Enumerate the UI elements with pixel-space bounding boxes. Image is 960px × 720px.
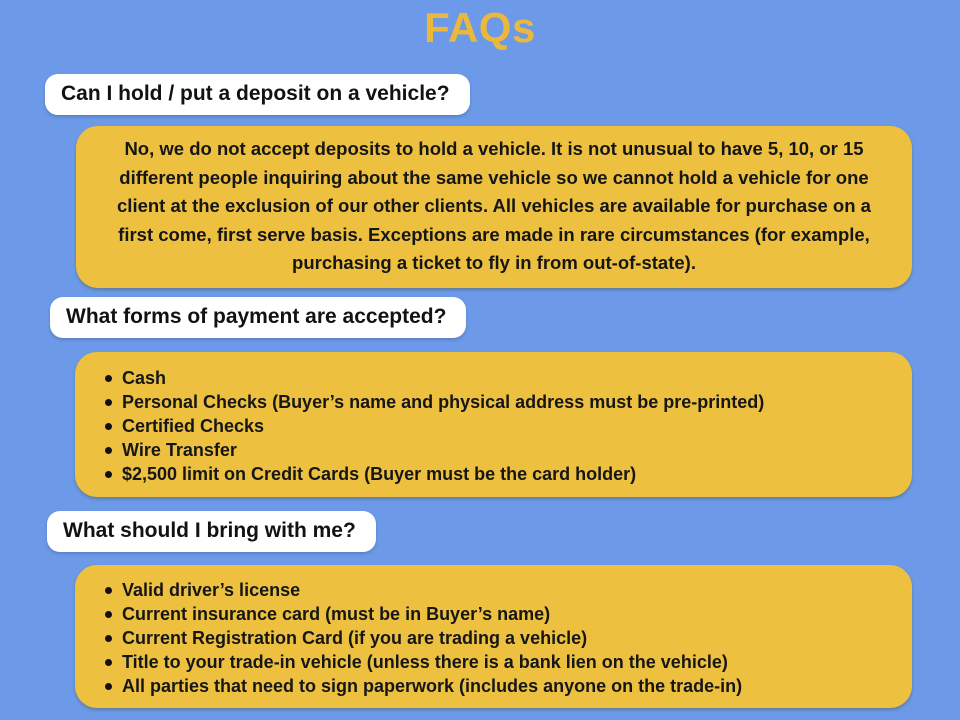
answer-box-bring <box>75 565 912 708</box>
list-item: Personal Checks (Buyer’s name and physical address must be pre-printed) <box>75 390 894 414</box>
payment-methods-list <box>75 366 894 486</box>
question-text-payment: What forms of payment are accepted? <box>66 305 447 328</box>
answer-box-payment <box>75 352 912 497</box>
list-item: Title to your trade-in vehicle (unless there is a bank lien on the vehicle) <box>75 650 894 674</box>
question-box-payment <box>50 297 466 338</box>
list-item: Certified Checks <box>75 414 894 438</box>
question-text-deposit: Can I hold / put a deposit on a vehicle? <box>61 82 450 105</box>
list-item: Wire Transfer <box>75 438 894 462</box>
list-item: Current Registration Card (if you are trading a vehicle) <box>75 626 894 650</box>
list-item: All parties that need to sign paperwork (includes anyone on the trade-in) <box>75 674 894 698</box>
answer-paragraph-deposit: No, we do not accept deposits to hold a vehicle. It is not unusual to have 5, 10, or 15 different people inquiring about the same vehicle so we cannot hold a vehicle for one client at the exclusion of our other clients. All vehicles are available for purchase on a first come, first serve basis. Exceptions are made in rare circumstances (for example, purchasing a ticket to fly in from out-of-state). <box>117 138 871 273</box>
question-box-deposit <box>45 74 470 115</box>
list-item: Valid driver’s license <box>75 578 894 602</box>
question-text-bring: What should I bring with me? <box>63 519 356 542</box>
page-title: FAQs <box>424 4 536 51</box>
question-box-bring <box>47 511 376 552</box>
answer-box-deposit <box>76 126 912 288</box>
list-item: $2,500 limit on Credit Cards (Buyer must be the card holder) <box>75 462 894 486</box>
bring-items-list <box>75 578 894 698</box>
list-item: Current insurance card (must be in Buyer’s name) <box>75 602 894 626</box>
list-item: Cash <box>75 366 894 390</box>
